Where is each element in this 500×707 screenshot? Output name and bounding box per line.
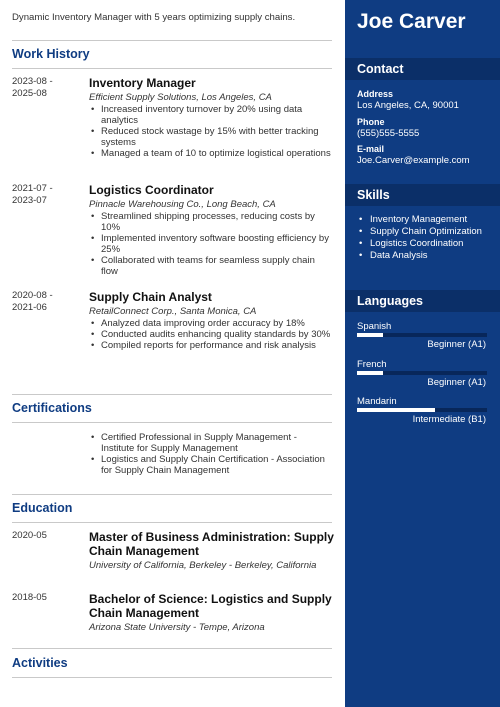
language-name: Spanish [357, 321, 392, 332]
language-level: Beginner (A1) [427, 339, 486, 350]
degree-title: Bachelor of Science: Logistics and Supply Chain Management [89, 592, 332, 620]
divider [12, 522, 332, 523]
contact-header [345, 58, 500, 80]
skill-item: • Supply Chain Optimization [357, 226, 492, 238]
job-bullets [89, 104, 334, 159]
language-bar-fill [357, 371, 383, 375]
language-bar [357, 408, 487, 412]
divider [12, 422, 332, 423]
language-level: Intermediate (B1) [412, 414, 486, 425]
job-bullet: • Increased inventory turnover by 20% using data analytics [89, 104, 334, 126]
job-bullets [89, 318, 334, 351]
education-date: 2018-05 [12, 592, 47, 603]
school-name: University of California, Berkeley - Berkeley, California [89, 560, 317, 571]
certification-item: • Certified Professional in Supply Management - Institute for Supply Management [89, 432, 329, 454]
phone-label: Phone [357, 117, 385, 127]
language-bar [357, 333, 487, 337]
language-level: Beginner (A1) [427, 377, 486, 388]
language-bar-fill [357, 408, 435, 412]
languages-header [345, 290, 500, 312]
language-name: French [357, 359, 387, 370]
job-dates: 2023-08 - 2025-08 [12, 76, 53, 99]
divider [12, 68, 332, 69]
job-company: Pinnacle Warehousing Co., Long Beach, CA [89, 199, 276, 210]
education-heading: Education [12, 501, 73, 515]
job-company: Efficient Supply Solutions, Los Angeles, CA [89, 92, 272, 103]
divider [12, 394, 332, 395]
job-bullet: • Collaborated with teams for seamless supply chain flow [89, 255, 334, 277]
divider [12, 494, 332, 495]
job-bullet: • Streamlined shipping processes, reducing costs by 10% [89, 211, 334, 233]
language-bar-fill [357, 333, 383, 337]
job-company: RetailConnect Corp., Santa Monica, CA [89, 306, 257, 317]
skills-header [345, 184, 500, 206]
sidebar [345, 0, 500, 707]
language-bar [357, 371, 487, 375]
certification-item: • Logistics and Supply Chain Certification - Association for Supply Chain Management [89, 454, 329, 476]
job-bullets [89, 211, 334, 277]
divider [12, 677, 332, 678]
job-bullet: • Managed a team of 10 to optimize logistical operations [89, 148, 334, 159]
email-value[interactable]: Joe.Carver@example.com [357, 155, 470, 166]
job-title: Supply Chain Analyst [89, 290, 212, 304]
job-bullet: • Reduced stock wastage by 15% with better tracking systems [89, 126, 334, 148]
job-bullet: • Implemented inventory software boosting efficiency by 25% [89, 233, 334, 255]
phone-value: (555)555-5555 [357, 128, 420, 139]
degree-title: Master of Business Administration: Supply Chain Management [89, 530, 334, 558]
candidate-name: Joe Carver [357, 10, 466, 33]
school-name: Arizona State University - Tempe, Arizona [89, 622, 265, 633]
skills-list [357, 214, 492, 262]
email-label: E-mail [357, 144, 385, 154]
contact-heading: Contact [357, 62, 404, 76]
skills-heading: Skills [357, 188, 390, 202]
address-value: Los Angeles, CA, 90001 [357, 100, 459, 111]
certifications-list [89, 432, 329, 476]
job-dates: 2021-07 - 2023-07 [12, 183, 53, 206]
summary-text: Dynamic Inventory Manager with 5 years optimizing supply chains. [12, 12, 296, 23]
divider [12, 40, 332, 41]
skill-item: • Inventory Management [357, 214, 492, 226]
education-date: 2020-05 [12, 530, 47, 541]
skill-item: • Logistics Coordination [357, 238, 492, 250]
work-history-heading: Work History [12, 47, 90, 61]
job-bullet: • Conducted audits enhancing quality standards by 30% [89, 329, 334, 340]
activities-heading: Activities [12, 656, 68, 670]
certifications-heading: Certifications [12, 401, 92, 415]
languages-heading: Languages [357, 294, 423, 308]
job-dates: 2020-08 - 2021-06 [12, 290, 53, 313]
job-title: Logistics Coordinator [89, 183, 214, 197]
job-bullet: • Compiled reports for performance and risk analysis [89, 340, 334, 351]
address-label: Address [357, 89, 394, 99]
job-bullet: • Analyzed data improving order accuracy by 18% [89, 318, 334, 329]
divider [12, 648, 332, 649]
language-name: Mandarin [357, 396, 397, 407]
skill-item: • Data Analysis [357, 250, 492, 262]
job-title: Inventory Manager [89, 76, 196, 90]
